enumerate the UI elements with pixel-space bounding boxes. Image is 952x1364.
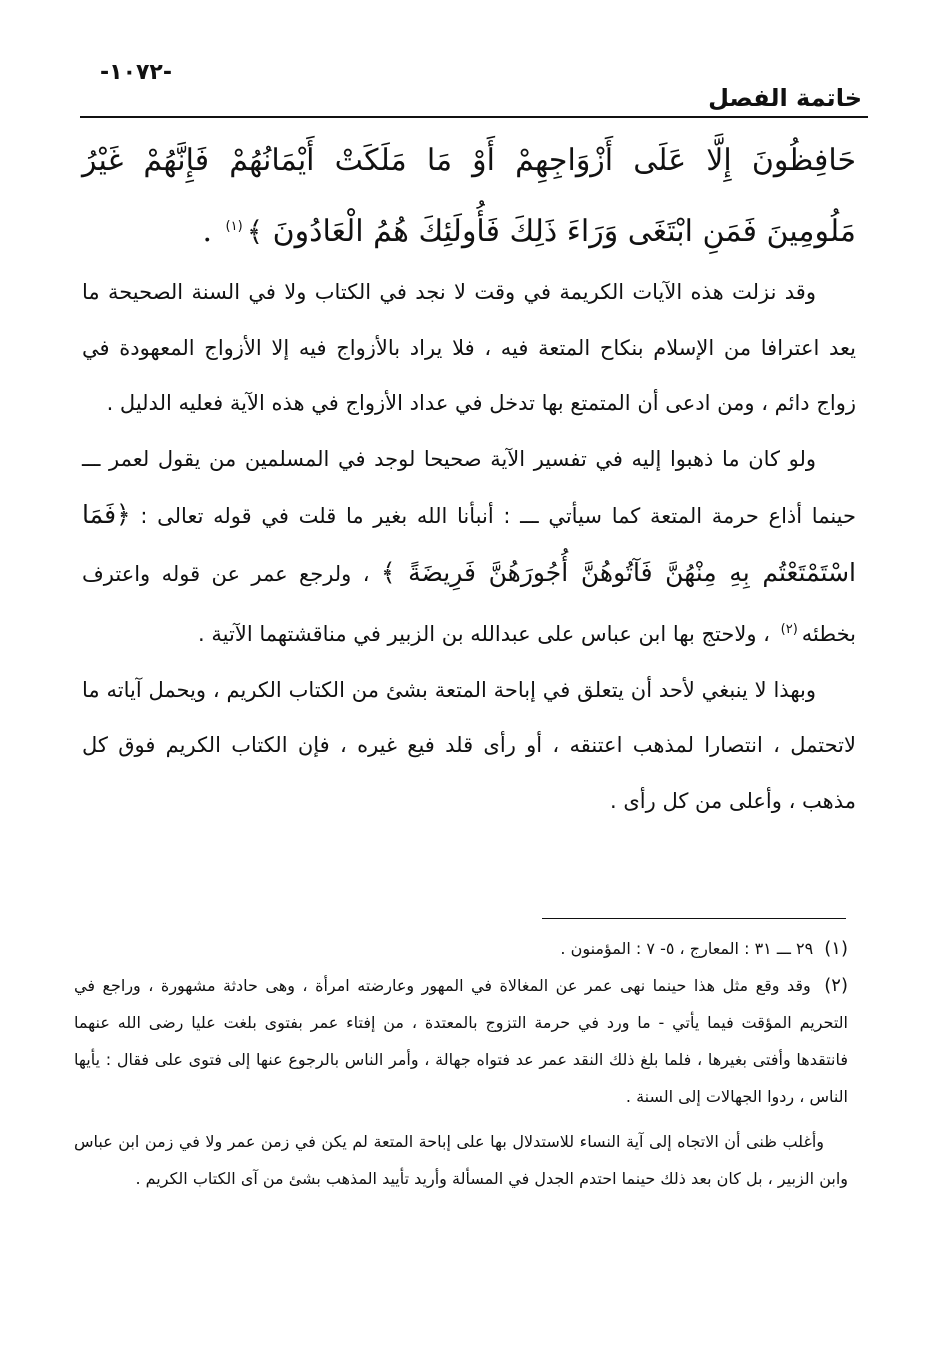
paragraph-3: وبهذا لا ينبغي لأحد أن يتعلق في إباحة المتعة بشئ من الكتاب الكريم ، ويحمل آياته ما لاتحتمل ، انتصارا لمذهب اعتنقه ، أو رأى قلد فيع غيره ، فإن الكتاب الكريم فوق كل مذهب ، وأعلى من كل رأى . bbox=[82, 677, 856, 813]
footnote-2-continuation: وأغلب ظنى أن الاتجاه إلى آية النساء للاستدلال بها على إباحة المتعة لم يكن في زمن عمر ولا في زمن ابن عباس وابن الزبير ، بل كان بعد ذلك حينما احتدم الجدل في المسألة وأريد تأييد المذهب بشئ من آى الكتاب الكريم . bbox=[74, 1132, 848, 1188]
footnote-2 bbox=[74, 967, 848, 1115]
footnote-2-text: وقد وقع مثل هذا حينما نهى عمر عن المغالاة في المهور وعارضته امرأة ، وهى حادثة مشهورة ، وراجع في التحريم المؤقت فيما يأتي - ما ورد في حرمة التزوج بالمعتدة ، من إفتاء عمر بفتوى بلغت عليا رضى الله عنهما فانتقدها وأفتى بغيرها ، فلما بلغ ذلك النقد عمر عد فتواه جهالة ، وأمر الناس بالرجوع عنها إلى فتوى على فقال : يأيها الناس ، ردوا الجهالات إلى السنة . bbox=[74, 976, 848, 1106]
footnote-separator bbox=[542, 918, 846, 919]
paragraph-1: وقد نزلت هذه الآيات الكريمة في وقت لا نجد في الكتاب ولا في السنة الصحيحة ما يعد اعترافا من الإسلام بنكاح المتعة فيه ، فلا يراد بالأزواج فيه إلا الأزواج المعهودة في زواج دائم ، ومن ادعى أن المتمتع بها تدخل في عداد الأزواج في هذه الآية فعليه الدليل . bbox=[82, 280, 856, 415]
paragraph-2-before: ولو كان ما ذهبوا إليه في تفسير الآية صحيحا لوجد في المسلمين من يقول لعمر ـــ حينما أذاع حرمة المتعة كما سيأتي ـــ : أنبأنا الله بغير ما قلت في قوله تعالى : bbox=[82, 446, 856, 528]
footnote-1 bbox=[74, 930, 848, 967]
paragraph-2-middle: ، ولرجع عمر عن قوله واعترف بخطئه bbox=[82, 561, 856, 646]
footnote-1-text: ٢٩ ـــ ٣١ : المعارج ، ٥- ٧ : المؤمنون . bbox=[560, 939, 814, 958]
page-number: -١٠٧٢- bbox=[100, 60, 172, 85]
footnote-2-number: (٢) bbox=[824, 975, 848, 996]
verse-close-bracket: ﴾ bbox=[246, 215, 264, 248]
inline-quran-verse: ﴿فَمَا اسْتَمْتَعْتُم بِهِ مِنْهُنَّ فَآتُوهُنَّ أُجُورَهُنَّ فَرِيضَةً ﴾ bbox=[82, 500, 856, 587]
main-text bbox=[82, 128, 856, 829]
quran-verse-text: حَافِظُونَ إِلَّا عَلَى أَزْوَاجِهِمْ أَوْ مَا مَلَكَتْ أَيْمَانُهُمْ فَإِنَّهُمْ غَيْرُ مَلُومِينَ فَمَنِ ابْتَغَى وَرَاءَ ذَلِكَ فَأُولَئِكَ هُمُ الْعَادُونَ bbox=[82, 143, 856, 249]
paragraph-2-after: ، ولاحتج بها ابن عباس على عبدالله بن الزبير في مناقشتهما الآتية . bbox=[198, 622, 770, 646]
paragraph-2 bbox=[82, 432, 856, 663]
footnotes bbox=[74, 930, 848, 1197]
verse-tail: . bbox=[202, 214, 212, 249]
footnote-ref-2: (٢) bbox=[780, 622, 798, 637]
header-rule bbox=[80, 116, 868, 118]
footnote-1-number: (١) bbox=[824, 938, 848, 959]
quran-verse-block bbox=[82, 128, 856, 265]
running-title: خاتمة الفصل bbox=[708, 84, 862, 112]
footnote-ref-1: (١) bbox=[225, 219, 243, 234]
